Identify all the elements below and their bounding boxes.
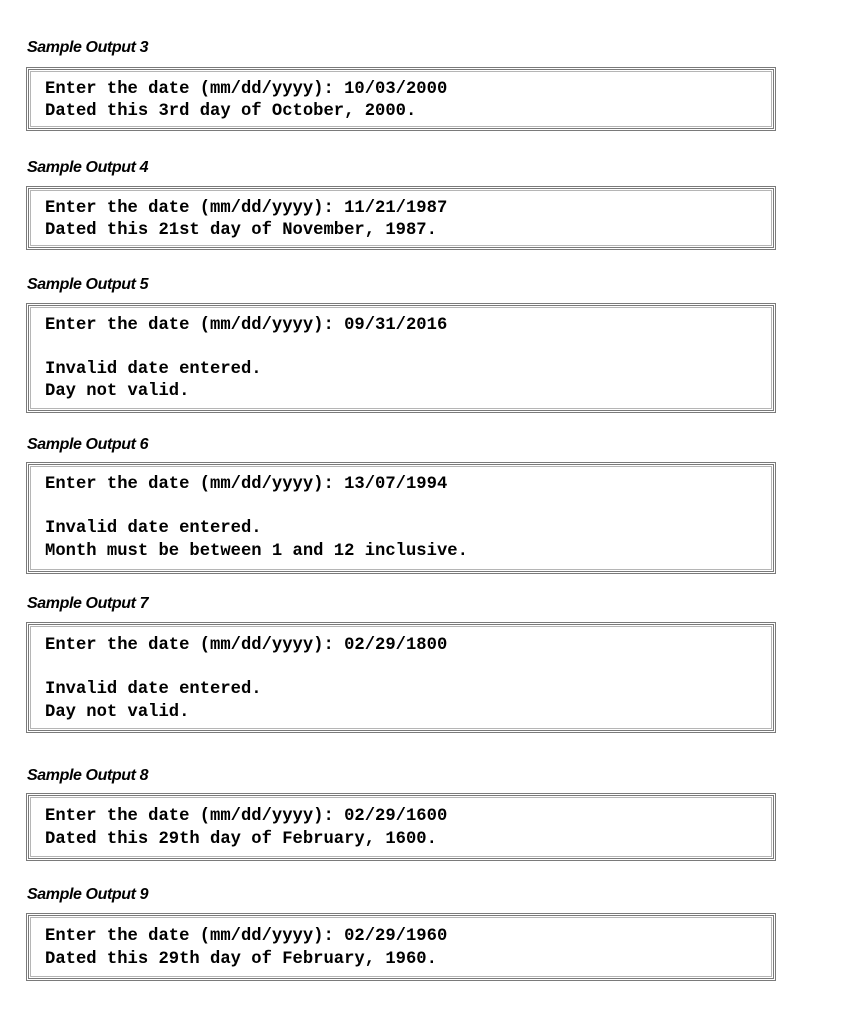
console-line: Month must be between 1 and 12 inclusive. — [45, 542, 468, 561]
console-line: Enter the date (mm/dd/yyyy): 11/21/1987 — [45, 199, 448, 218]
sample-heading: Sample Output 4 — [27, 159, 149, 176]
console-line: Invalid date entered. — [45, 680, 262, 699]
sample-heading: Sample Output 8 — [27, 767, 149, 784]
sample-heading: Sample Output 5 — [27, 276, 149, 293]
console-line: Dated this 21st day of November, 1987. — [45, 221, 437, 240]
console-output-box — [26, 462, 776, 574]
sample-heading: Sample Output 7 — [27, 595, 149, 612]
sample-heading: Sample Output 3 — [27, 39, 149, 56]
console-line: Enter the date (mm/dd/yyyy): 02/29/1960 — [45, 927, 448, 946]
console-output-box — [26, 913, 776, 981]
console-output-box — [26, 303, 776, 413]
console-line: Invalid date entered. — [45, 519, 262, 538]
console-line: Day not valid. — [45, 382, 190, 401]
console-line: Enter the date (mm/dd/yyyy): 02/29/1600 — [45, 807, 448, 826]
console-output-box — [26, 622, 776, 733]
console-line: Day not valid. — [45, 703, 190, 722]
sample-heading: Sample Output 6 — [27, 436, 149, 453]
console-line: Invalid date entered. — [45, 360, 262, 379]
console-output-box — [26, 67, 776, 131]
console-output-box — [26, 793, 776, 861]
console-output-box — [26, 186, 776, 250]
console-line: Dated this 29th day of February, 1600. — [45, 830, 437, 849]
console-line: Enter the date (mm/dd/yyyy): 10/03/2000 — [45, 80, 448, 99]
sample-heading: Sample Output 9 — [27, 886, 149, 903]
console-line: Enter the date (mm/dd/yyyy): 13/07/1994 — [45, 475, 448, 494]
console-line: Dated this 29th day of February, 1960. — [45, 950, 437, 969]
console-line: Enter the date (mm/dd/yyyy): 02/29/1800 — [45, 636, 448, 655]
console-line: Dated this 3rd day of October, 2000. — [45, 102, 417, 121]
console-line: Enter the date (mm/dd/yyyy): 09/31/2016 — [45, 316, 448, 335]
